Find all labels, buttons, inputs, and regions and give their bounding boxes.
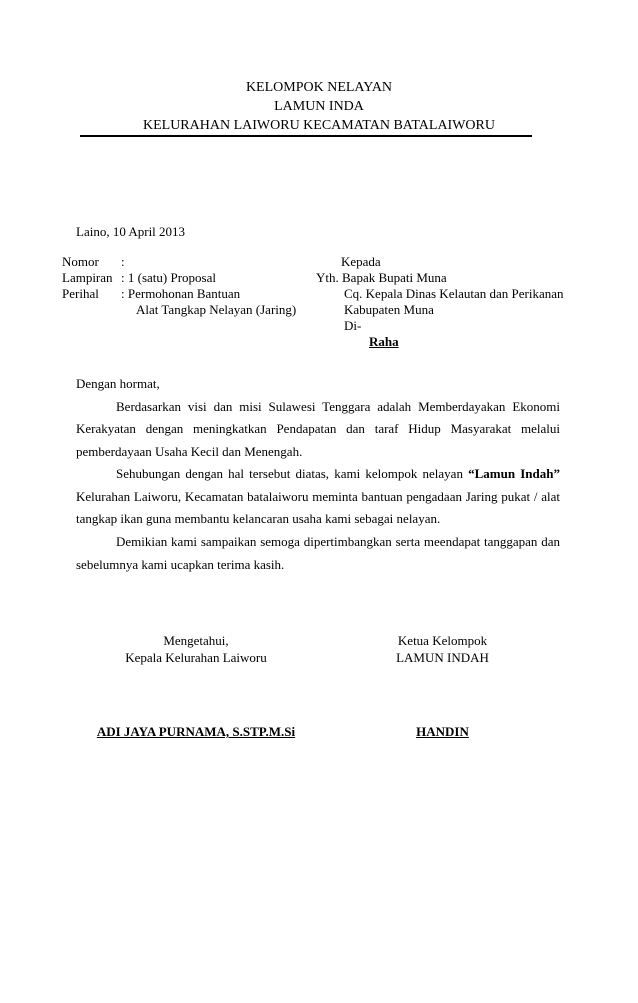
paragraph-request [76,463,560,531]
recipient-kabupaten: Kabupaten Muna [344,302,434,317]
paragraph-closing: Demikian kami sampaikan semoga dipertimbangkan serta meendapat tanggapan dan sebelumnya kami ucapkan terima kasih. [76,534,560,572]
nomor-value: : [121,254,125,269]
paragraph-background: Berdasarkan visi dan misi Sulawesi Tenggara adalah Memberdayakan Ekonomi Kerakyatan dengan meningkatkan Pendapatan dan taraf Hidup Masyarakat melalui pemberdayaan Usaha Kecil dan Menengah. [76,398,560,459]
recipient-kepada: Kepada [341,254,381,269]
sign-left-acknowledged: Mengetahui, [163,633,229,648]
letterhead-rule [80,135,532,137]
letterhead-group-type: KELOMPOK NELAYAN [245,80,393,95]
letter-body [76,373,560,463]
sign-right-title: Ketua Kelompok [397,633,488,648]
group-name-quote: “Lamun Indah” [468,466,560,481]
lampiran-label: Lampiran [62,270,113,285]
perihal-label: Perihal [62,286,99,301]
lampiran-value: : 1 (satu) Proposal [121,270,216,285]
sign-left-name: ADI JAYA PURNAMA, S.STP.M.Si [96,724,296,739]
paragraph-request-end: Kelurahan Laiworu, Kecamatan batalaiworu meminta bantuan pengadaan Jaring pukat / alat tangkap ikan guna membantu kelancaran usaha kami sebagai nelayan. [76,488,560,526]
greeting: Dengan hormat, [76,376,160,391]
perihal-value: : Permohonan Bantuan [121,286,241,301]
recipient-di: Di- [344,318,362,333]
sign-left-title: Kepala Kelurahan Laiworu [125,650,267,665]
recipient-yth: Yth. Bapak Bupati Muna [316,270,447,285]
sign-right-group: LAMUN INDAH [396,650,489,665]
nomor-label: Nomor [62,254,99,269]
place-date: Laino, 10 April 2013 [76,224,186,239]
perihal-value-continued: Alat Tangkap Nelayan (Jaring) [136,302,297,317]
letterhead-group-name: LAMUN INDA [274,99,364,114]
recipient-cq: Cq. Kepala Dinas Kelautan dan Perikanan [344,286,564,301]
paragraph-request-start: Sehubungan dengan hal tersebut diatas, kami kelompok nelayan [116,466,469,481]
sign-right-name: HANDIN [416,724,469,739]
letterhead-location: KELURAHAN LAIWORU KECAMATAN BATALAIWORU [142,118,495,133]
recipient-city: Raha [369,334,399,349]
letterhead [0,78,638,135]
